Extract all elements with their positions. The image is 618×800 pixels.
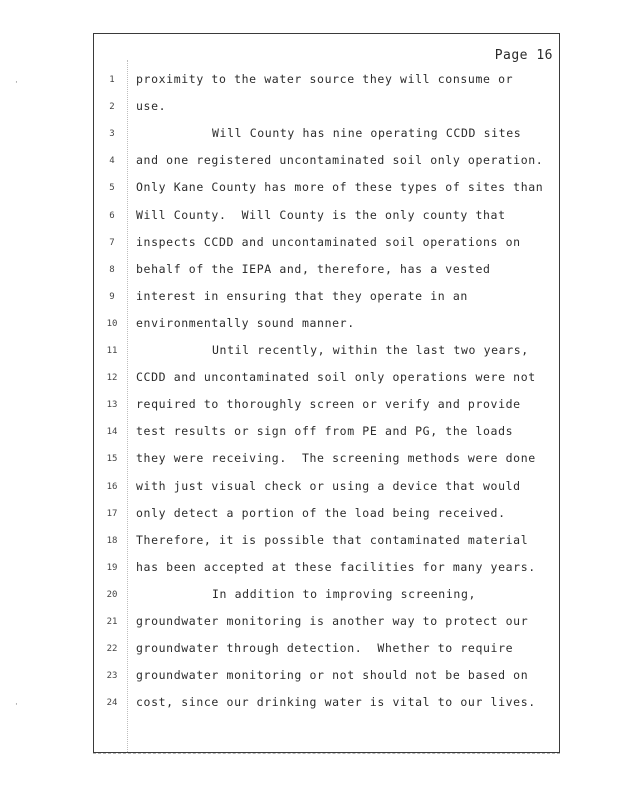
transcript-line [94, 262, 560, 280]
line-number: 4 [109, 156, 115, 167]
line-number: 16 [106, 481, 118, 492]
line-text: test results or sign off from PE and PG, the loads [136, 424, 514, 439]
line-text: environmentally sound manner. [136, 315, 355, 330]
line-number: 15 [106, 454, 118, 465]
footer-strip [93, 753, 560, 757]
line-number: 1 [109, 75, 115, 85]
line-number: 12 [106, 373, 118, 384]
line-text: with just visual check or using a device that would [136, 478, 521, 493]
line-number: 8 [109, 264, 115, 275]
transcript-line [94, 506, 560, 524]
transcript-line [94, 99, 560, 117]
line-number: 24 [106, 698, 118, 709]
hole-punch-mark-bottom: · [15, 700, 18, 710]
line-text: Until recently, within the last two years, [212, 343, 529, 357]
line-text: cost, since our drinking water is vital to our lives. [136, 695, 536, 710]
transcript-line [94, 451, 560, 469]
line-number: 13 [106, 400, 118, 411]
line-text: Therefore, it is possible that contaminated material [136, 532, 529, 547]
transcript-line [94, 180, 560, 198]
line-text: groundwater through detection. Whether to require [136, 641, 514, 656]
transcript-line [94, 641, 560, 659]
line-text: they were receiving. The screening methods were done [136, 451, 536, 466]
hole-punch-mark-top: · [15, 78, 18, 88]
line-number: 18 [106, 535, 118, 546]
line-number: 14 [106, 427, 118, 438]
line-number: 20 [106, 589, 118, 600]
transcript-line [94, 208, 560, 226]
page-number: Page 16 [494, 48, 553, 63]
transcript-line [94, 614, 560, 632]
transcript-line [94, 316, 560, 334]
transcript-line [94, 126, 560, 144]
transcript-line [94, 479, 560, 497]
line-text: proximity to the water source they will consume or [136, 72, 514, 86]
line-number: 11 [106, 346, 118, 356]
transcript-line [94, 668, 560, 686]
line-text: In addition to improving screening, [212, 586, 477, 601]
line-number: 6 [109, 210, 115, 221]
transcript-line [94, 424, 560, 442]
line-text: groundwater monitoring or not should not be based on [136, 668, 529, 683]
line-text: groundwater monitoring is another way to protect our [136, 614, 529, 628]
transcript-line [94, 560, 560, 578]
transcript-page [93, 33, 560, 753]
line-text: CCDD and uncontaminated soil only operations were not [136, 370, 536, 385]
line-text: Only Kane County has more of these types of sites than [136, 180, 544, 195]
transcript-line [94, 397, 560, 415]
transcript-line [94, 695, 560, 713]
transcript-line [94, 587, 560, 605]
transcript-line [94, 370, 560, 388]
transcript-line [94, 343, 560, 361]
line-number: 21 [106, 617, 118, 627]
line-text: use. [136, 99, 167, 114]
line-number: 22 [106, 644, 118, 655]
transcript-line [94, 533, 560, 551]
line-number: 19 [106, 562, 118, 573]
line-number: 9 [109, 291, 115, 302]
transcript-line [94, 72, 560, 90]
line-text: only detect a portion of the load being received. [136, 505, 506, 520]
line-number: 17 [106, 508, 118, 519]
line-number: 23 [106, 671, 118, 682]
line-text: Will County has nine operating CCDD sites [212, 126, 522, 141]
line-number: 2 [109, 102, 115, 113]
line-text: Will County. Will County is the only county that [136, 207, 506, 222]
line-text: interest in ensuring that they operate in an [136, 288, 468, 303]
line-number: 3 [109, 129, 115, 140]
line-text: and one registered uncontaminated soil only operation. [136, 153, 544, 168]
line-number: 10 [106, 318, 118, 329]
line-text: has been accepted at these facilities for many years. [136, 559, 536, 574]
transcript-line [94, 153, 560, 171]
transcript-line [94, 289, 560, 307]
line-text: behalf of the IEPA and, therefore, has a vested [136, 261, 491, 276]
line-number: 7 [109, 237, 115, 248]
transcript-line [94, 235, 560, 253]
line-number: 5 [109, 183, 115, 194]
line-text: inspects CCDD and uncontaminated soil operations on [136, 234, 521, 249]
line-text: required to thoroughly screen or verify and provide [136, 397, 521, 412]
